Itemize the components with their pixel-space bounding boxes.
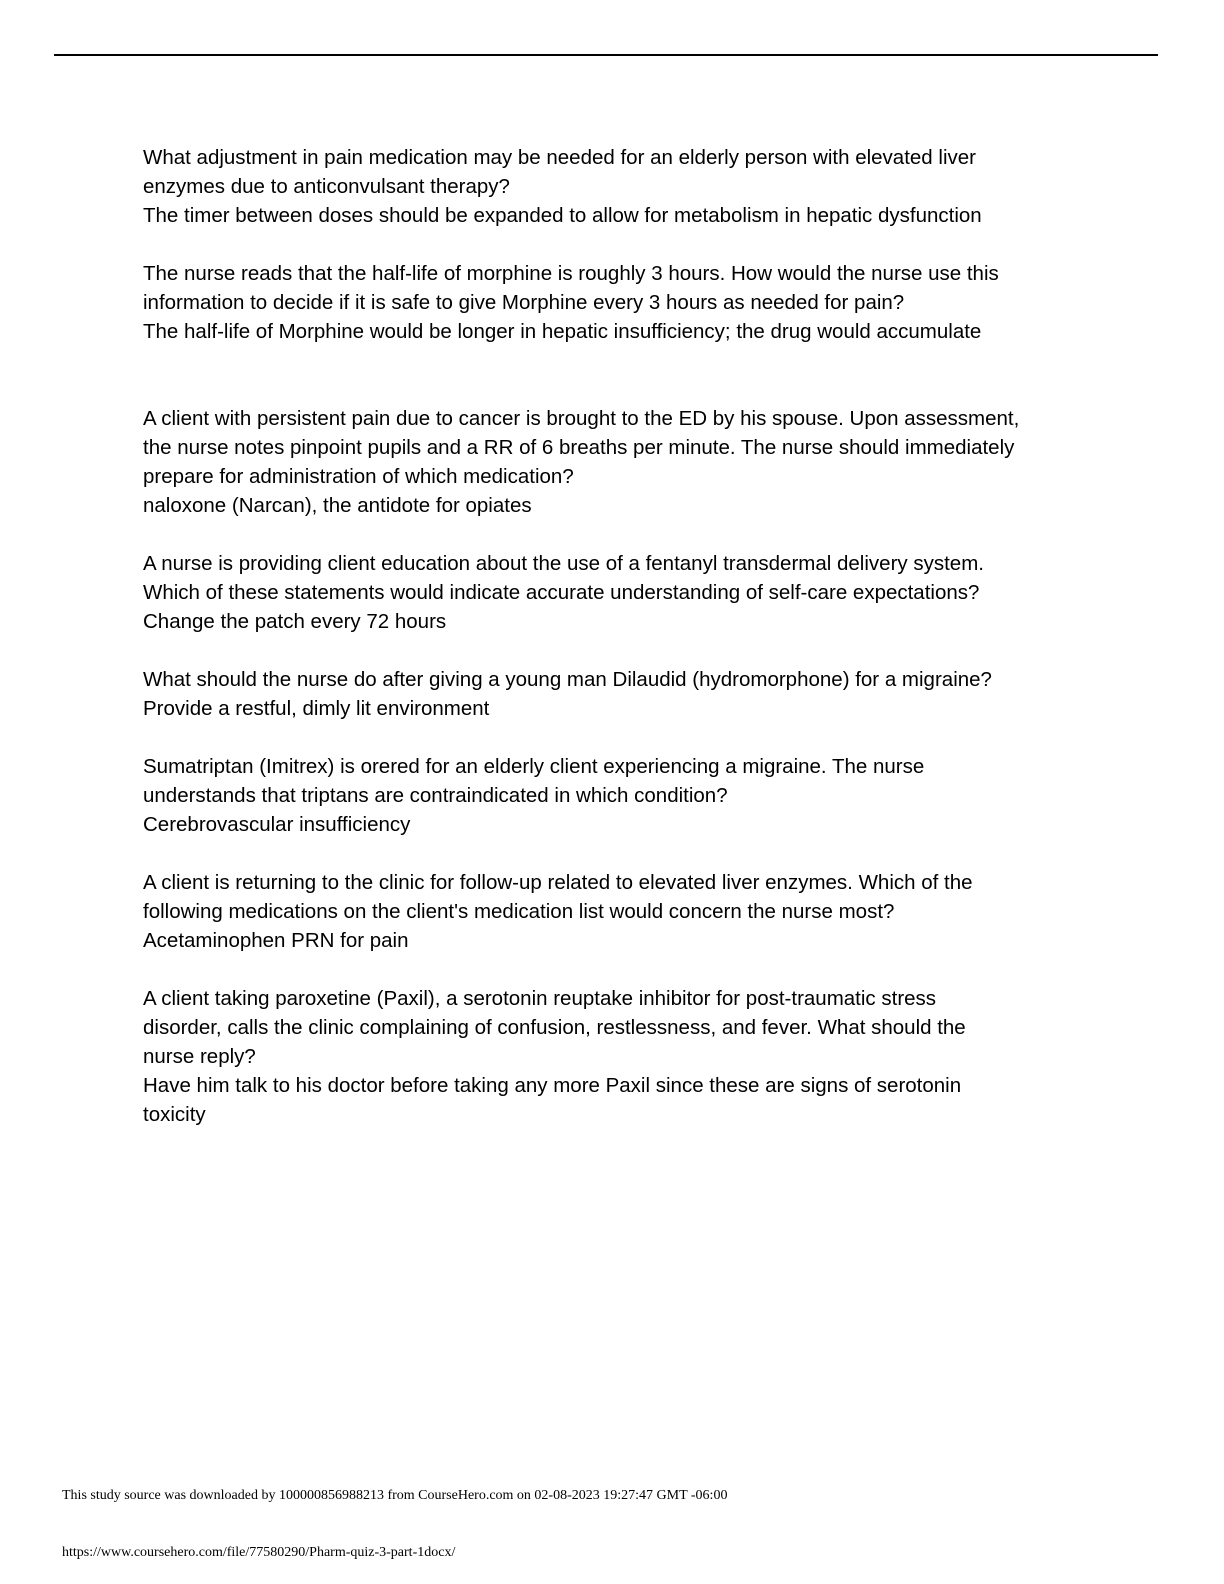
- answer-line: The timer between doses should be expanded to allow for metabolism in hepatic dysfunction: [143, 204, 982, 227]
- question-line: Which of these statements would indicate accurate understanding of self-care expectations?: [143, 581, 980, 604]
- question-line: disorder, calls the clinic complaining of confusion, restlessness, and fever. What should the: [143, 1016, 966, 1039]
- answer-line: The half-life of Morphine would be longer in hepatic insufficiency; the drug would accumulate: [143, 320, 982, 343]
- answer-line: Change the patch every 72 hours: [143, 610, 447, 633]
- qa-item-2: [143, 259, 1103, 346]
- question-line: understands that triptans are contraindicated in which condition?: [143, 784, 728, 807]
- question-line: following medications on the client's medication list would concern the nurse most?: [143, 900, 895, 923]
- answer-line: Have him talk to his doctor before taking any more Paxil since these are signs of serotonin: [143, 1074, 962, 1097]
- question-line: A client with persistent pain due to cancer is brought to the ED by his spouse. Upon assessment,: [143, 407, 1020, 430]
- qa-item-3: [143, 404, 1103, 520]
- header-rule: [54, 54, 1158, 56]
- question-line: enzymes due to anticonvulsant therapy?: [143, 175, 510, 198]
- question-line: Sumatriptan (Imitrex) is orered for an elderly client experiencing a migraine. The nurse: [143, 755, 925, 778]
- question-line: the nurse notes pinpoint pupils and a RR of 6 breaths per minute. The nurse should immediately: [143, 436, 1015, 459]
- answer-line: Provide a restful, dimly lit environment: [143, 697, 490, 720]
- footer-source-note: This study source was downloaded by 100000856988213 from CourseHero.com on 02-08-2023 19:27:47 GMT -06:00: [62, 1488, 728, 1503]
- question-line: The nurse reads that the half-life of morphine is roughly 3 hours. How would the nurse use this: [143, 262, 999, 285]
- answer-line: toxicity: [143, 1103, 206, 1126]
- qa-item-8: [143, 984, 1103, 1129]
- question-line: nurse reply?: [143, 1045, 256, 1068]
- qa-item-5: [143, 665, 1103, 723]
- question-line: information to decide if it is safe to give Morphine every 3 hours as needed for pain?: [143, 291, 905, 314]
- answer-line: Acetaminophen PRN for pain: [143, 929, 409, 952]
- question-line: A nurse is providing client education about the use of a fentanyl transdermal delivery system.: [143, 552, 984, 575]
- question-line: A client is returning to the clinic for follow-up related to elevated liver enzymes. Which of the: [143, 871, 973, 894]
- question-line: prepare for administration of which medication?: [143, 465, 574, 488]
- question-line: What should the nurse do after giving a young man Dilaudid (hydromorphone) for a migraine?: [143, 668, 992, 691]
- footer-url: https://www.coursehero.com/file/77580290/Pharm-quiz-3-part-1docx/: [62, 1545, 456, 1560]
- document-body: [143, 143, 1103, 1129]
- qa-item-4: [143, 549, 1103, 636]
- answer-line: naloxone (Narcan), the antidote for opiates: [143, 494, 532, 517]
- qa-item-7: [143, 868, 1103, 955]
- qa-item-6: [143, 752, 1103, 839]
- qa-item-1: [143, 143, 1103, 230]
- answer-line: Cerebrovascular insufficiency: [143, 813, 411, 836]
- question-line: A client taking paroxetine (Paxil), a serotonin reuptake inhibitor for post-traumatic stress: [143, 987, 937, 1010]
- question-line: What adjustment in pain medication may be needed for an elderly person with elevated liver: [143, 146, 976, 169]
